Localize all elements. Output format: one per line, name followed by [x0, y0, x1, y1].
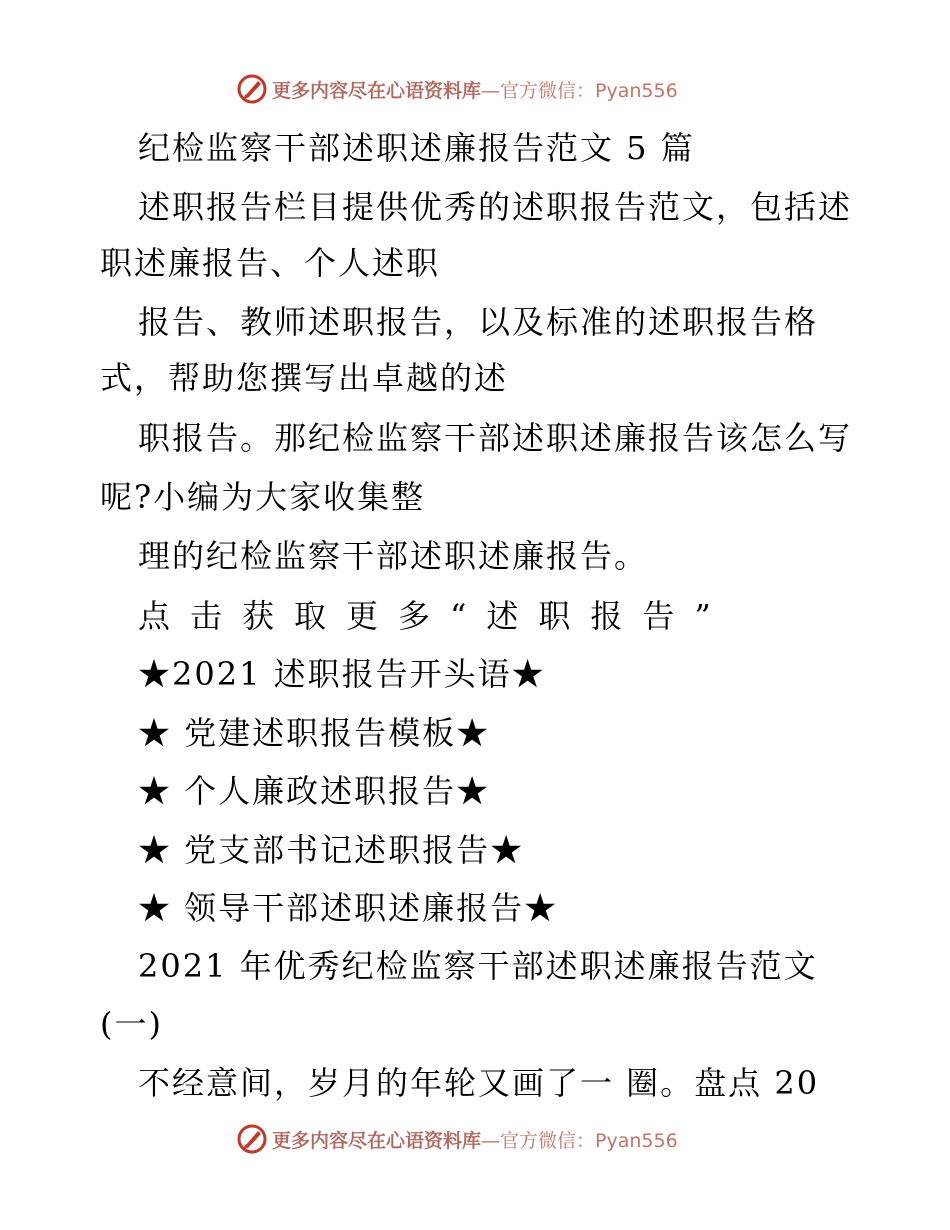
related-link[interactable]: ★ 领导干部述职述廉报告★: [138, 889, 559, 927]
banner-main-text: 更多内容尽在心语资料库: [272, 79, 482, 102]
paragraph-line: 述职报告栏目提供优秀的述职报告范文，包括述: [138, 188, 853, 226]
footer-watermark-banner: [236, 1122, 716, 1156]
pen-logo-icon: [236, 1123, 268, 1155]
banner-wechat-text: —官方微信：Pyan556: [481, 1129, 678, 1152]
related-link[interactable]: ★ 个人廉政述职报告★: [138, 772, 491, 810]
section-heading: 2021 年优秀纪检监察干部述职述廉报告范文: [138, 947, 818, 985]
related-link[interactable]: ★ 党建述职报告模板★: [138, 714, 491, 752]
related-link[interactable]: ★ 党支部书记述职报告★: [138, 831, 525, 869]
banner-wechat-text: —官方微信：Pyan556: [481, 79, 678, 102]
related-link[interactable]: ★2021 述职报告开头语★: [138, 655, 546, 693]
paragraph-line: 职报告。那纪检监察干部述职述廉报告该怎么写: [138, 419, 853, 457]
paragraph-line: 报告、教师述职报告，以及标准的述职报告格: [138, 303, 819, 341]
section-number: (一): [100, 1005, 163, 1043]
paragraph-line: 式，帮助您撰写出卓越的述: [100, 359, 509, 397]
paragraph-line: 理的纪检监察干部述职述廉报告。: [138, 537, 649, 575]
paragraph-line: 职述廉报告、个人述职: [100, 244, 441, 282]
paragraph-line: 不经意间，岁月的年轮又画了一 圈。盘点 20: [138, 1064, 820, 1102]
banner-main-text: 更多内容尽在心语资料库: [272, 1129, 482, 1152]
paragraph-line: 呢?小编为大家收集整: [100, 478, 426, 516]
more-reports-link[interactable]: 点击获取更多“述职报告”: [138, 597, 731, 635]
document-title: 纪检监察干部述职述廉报告范文 5 篇: [138, 129, 695, 167]
